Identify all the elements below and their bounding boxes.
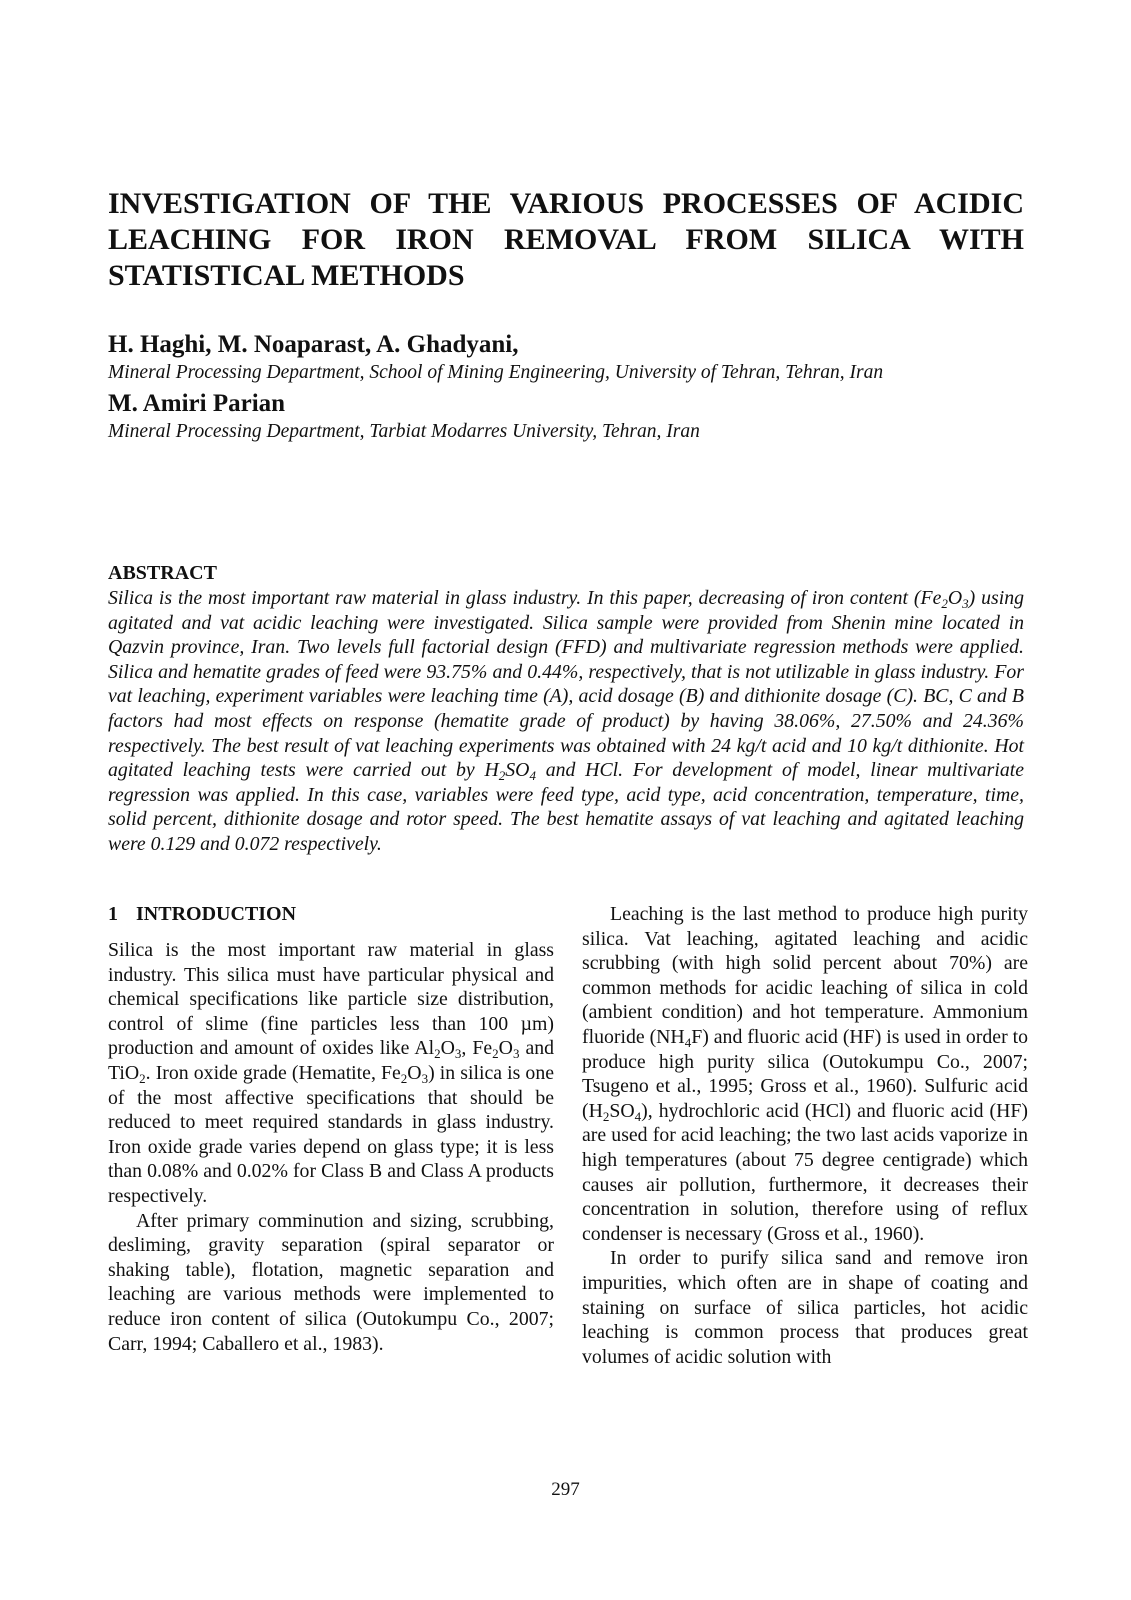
intro-paragraph-2: After primary comminution and sizing, scrubbing, desliming, gravity separation (spiral separator or shaking table), flotation, magnetic separation and leaching are various methods were implemented to reduce iron content of silica (Outokumpu Co., 2007; Carr, 1994; Caballero et al., 1983). — [108, 1209, 554, 1355]
intro-paragraph-4: In order to purify silica sand and remove iron impurities, which often are in shape of coating and staining on surface of silica particles, hot acidic leaching is common process that produces great volumes of acidic solution with — [582, 1247, 1028, 1368]
section-title: INTRODUCTION — [136, 903, 297, 925]
abstract-heading: ABSTRACT — [108, 562, 217, 584]
author-names-1: H. Haghi, M. Noaparast, A. Ghadyani, — [108, 331, 519, 358]
right-column — [582, 902, 1028, 1369]
abstract-text: Silica is the most important raw material in glass industry. In this paper, decreasing of iron content $(Fe_2O_3)$ using agitated and vat acidic leaching were investigated. Silica sample were provided from Shenin mine located in Qazvin province, Iran. Two levels full factorial design (FFD) and multivariate regression methods were applied. Silica and hematite grades of feed were 93.75% and 0.44%, respectively, that is not utilizable in glass industry. For vat leaching, experiment variables were leaching time (A), acid dosage (B) and dithionite dosage (C). BC, C and B factors had most effects on response (hematite grade of product) by having 38.06%, 27.50% and 24.36% respectively. The best result of vat leaching experiments was obtained with 24 kg/t acid and 10 kg/t dithionite. Hot agitated leaching tests were carried out by $H_2SO_4$ and HCl. For development of model, linear multivariate regression was applied. In this case, variables were feed type, acid type, acid concentration, temperature, time, solid percent, dithionite dosage and rotor speed. The best hematite assays of vat leaching and agitated leaching were 0.129 and 0.072 respectively. — [108, 587, 1025, 855]
left-column — [108, 902, 554, 1356]
author-names-2: M. Amiri Parian — [108, 390, 286, 417]
author-block — [108, 330, 1048, 448]
affiliation-1: Mineral Processing Department, School of Mining Engineering, University of Tehran, Tehran, Iran — [108, 362, 884, 383]
section-number: 1 — [108, 903, 118, 925]
affiliation-2: Mineral Processing Department, Tarbiat Modarres University, Tehran, Iran — [108, 421, 700, 442]
intro-paragraph-1: Silica is the most important raw material in glass industry. This silica must have particular physical and chemical specifications like particle size distribution, control of slime (fine particles less than 100 µm) production and amount of oxides like $Al_2O_3$, $Fe_2O_3$ and TiO$_2$. Iron oxide grade (Hematite, $Fe_2O_3$) in silica is one of the most affective specifications that should be reduced to meet required standards in glass industry. Iron oxide grade varies depend on glass type; it is less than 0.08% and 0.02% for Class B and Class A products respectively. — [108, 939, 555, 1207]
abstract-section — [108, 560, 1024, 857]
intro-paragraph-3: Leaching is the last method to produce high purity silica. Vat leaching, agitated leaching and acidic scrubbing (with high solid percent about 70%) are common methods for acidic leaching of silica in cold (ambient condition) and hot temperature. Ammonium fluoride $(NH_4F)$ and fluoric acid (HF) is used in order to produce high purity silica (Outokumpu Co., 2007; Tsugeno et al., 1995; Gross et al., 1960). Sulfuric acid $(H_2SO_4)$, hydrochloric acid (HCl) and fluoric acid (HF) are used for acid leaching; the two last acids vaporize in high temperatures (about 75 degree centigrade) which causes air pollution, furthermore, it decreases their concentration in solution, therefore using of reflux condenser is necessary (Gross et al., 1960). — [582, 903, 1028, 1245]
paper-title: INVESTIGATION OF THE VARIOUS PROCESSES OF ACIDIC LEACHING FOR IRON REMOVAL FROM SILICA WITH STATISTICAL METHODS — [108, 187, 1024, 292]
page-number: 297 — [551, 1479, 580, 1500]
introduction-heading — [108, 902, 554, 926]
